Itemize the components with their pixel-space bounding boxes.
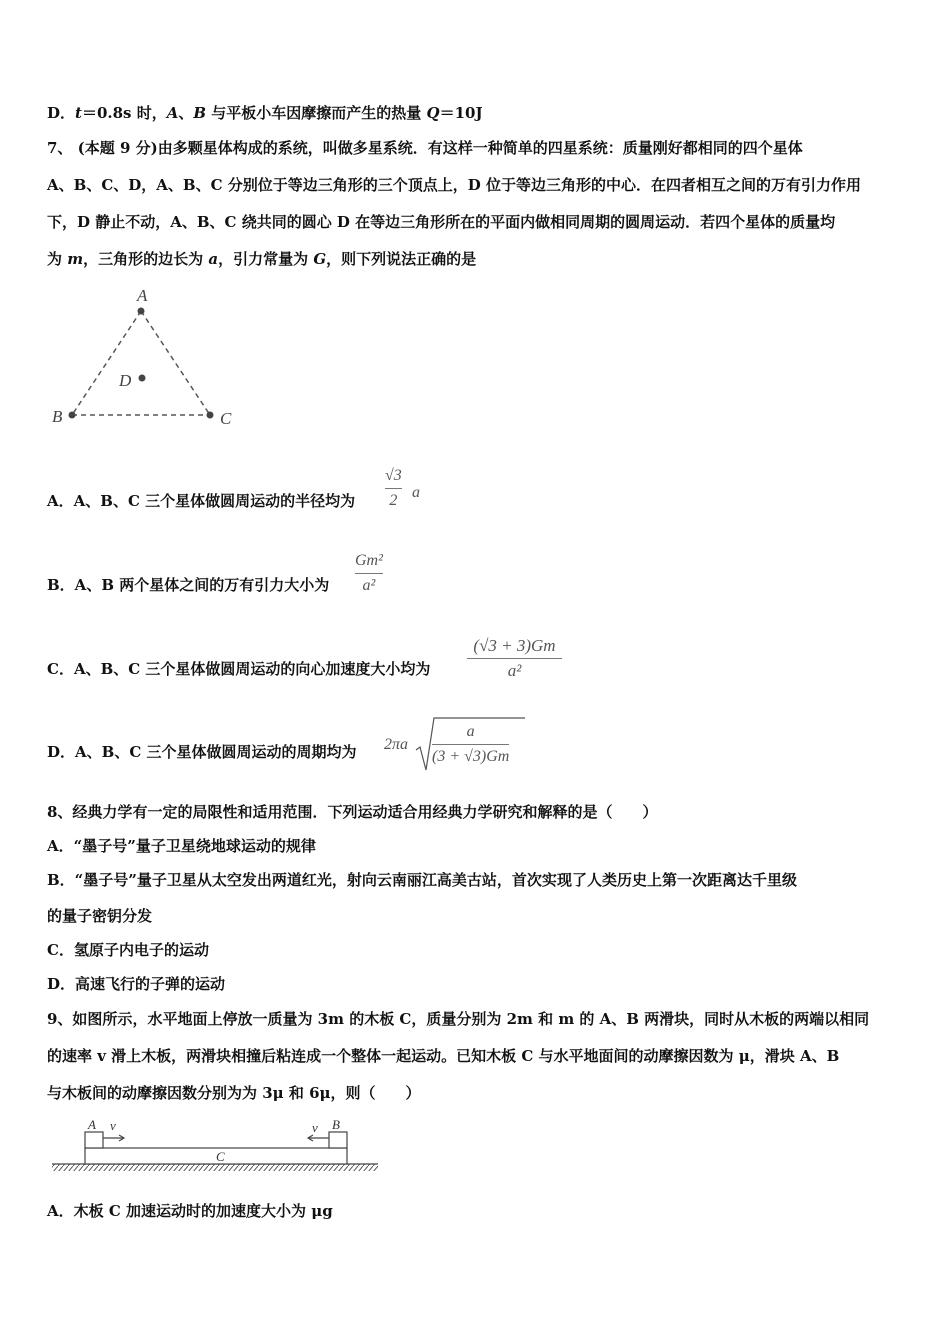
edge-ab [72, 311, 141, 415]
numerator: a [466, 723, 475, 740]
q8-option-c: C．氢原子内电子的运动 [47, 941, 209, 959]
numerator: √3 [385, 467, 402, 484]
q8-option-b-line-2: 的量子密钥分发 [47, 907, 153, 925]
q7-option-c-fraction [467, 636, 562, 681]
fraction-bar [355, 573, 383, 574]
text: ，则下列说法正确的是 [326, 250, 477, 268]
text: 与平板小车因摩擦而产生的热量 [206, 104, 427, 122]
q7-option-b: B．A、B 两个星体之间的万有引力大小为 [47, 576, 330, 594]
q7-stem-line-2: A、B、C、D，A、B、C 分别位于等边三角形的三个顶点上，D 位于等边三角形的中心．在四者相互之间的万有引力作用 [47, 176, 861, 194]
var-A: A [166, 104, 179, 122]
var-G: G [313, 250, 327, 268]
numerator: Gm² [355, 552, 383, 569]
block-a [85, 1132, 103, 1148]
text: ，引力常量为 [218, 250, 314, 268]
q6-option-d [47, 104, 483, 122]
q7-option-a-tail: a [412, 484, 420, 501]
var-a: a [208, 250, 219, 268]
q7-stem-line-4 [47, 250, 476, 268]
fraction-bar [467, 658, 562, 659]
fraction-bar [385, 488, 402, 489]
q9-option-a: A．木板 C 加速运动时的加速度大小为 μg [47, 1202, 333, 1220]
label-a: A [137, 286, 148, 305]
q7-option-b-fraction [355, 551, 383, 596]
denominator: (3 + √3)Gm [432, 748, 510, 765]
text: ，三角形的边长为 [83, 250, 209, 268]
block-b [329, 1132, 347, 1148]
q8-option-b-line-1: B．“墨子号”量子卫星从太空发出两道红光，射向云南丽江高美古站，首次实现了人类历史上第一次距离达千里级 [47, 871, 797, 889]
triangle-figure [40, 282, 250, 432]
numerator: (√3 + 3)Gm [473, 636, 556, 655]
label-c: C [220, 409, 232, 428]
board-figure [48, 1112, 388, 1180]
point-c [207, 412, 214, 419]
denominator: a² [507, 661, 522, 680]
q7-option-d-prefix: 2πa [384, 736, 409, 753]
ground-hatch [52, 1164, 378, 1171]
var-B: B [193, 104, 207, 122]
q7-option-d-fraction [432, 722, 509, 767]
q7-option-a-fraction [385, 466, 402, 511]
label-a: A [88, 1117, 96, 1132]
edge-ac [141, 311, 210, 415]
text: ＝10J [439, 104, 483, 122]
q9-stem-line-2: 的速率 v 滑上木板，两滑块相撞后粘连成一个整体一起运动。已知木板 C 与水平地面间的动摩擦因数为 μ，滑块 A、B [47, 1047, 840, 1065]
label-b: B [52, 407, 63, 426]
q9-stem-line-3: 与木板间的动摩擦因数分别为为 3μ 和 6μ，则（ ） [47, 1084, 421, 1102]
label-b: B [332, 1117, 340, 1132]
point-b [69, 412, 76, 419]
var-m: m [67, 250, 84, 268]
q7-option-d: D．A、B、C 三个星体做圆周运动的周期均为 [47, 743, 357, 761]
q8-option-a: A．“墨子号”量子卫星绕地球运动的规律 [47, 837, 316, 855]
label-v-left: v [110, 1118, 116, 1133]
label-d: D [119, 371, 132, 390]
point-a [138, 308, 145, 315]
denominator: 2 [389, 492, 398, 509]
label-c: C [216, 1149, 225, 1164]
var-Q: Q [426, 104, 440, 122]
fraction-bar [432, 744, 509, 745]
q7-option-a: A．A、B、C 三个星体做圆周运动的半径均为 [47, 492, 356, 510]
text: 为 [47, 250, 68, 268]
var-t: t [75, 104, 82, 122]
q8-option-d: D．高速飞行的子弹的运动 [47, 975, 226, 993]
text: 、 [178, 104, 194, 122]
q9-stem-line-1: 9、如图所示，水平地面上停放一质量为 3m 的木板 C，质量分别为 2m 和 m 的 A、B 两滑块，同时从木板的两端以相同 [47, 1010, 870, 1028]
q7-option-c: C．A、B、C 三个星体做圆周运动的向心加速度大小均为 [47, 660, 431, 678]
point-d [139, 375, 146, 382]
text: ＝0.8s 时， [81, 104, 167, 122]
denominator: a² [362, 577, 376, 594]
label-v-right: v [312, 1120, 318, 1135]
q8-stem: 8、经典力学有一定的局限性和适用范围．下列运动适合用经典力学研究和解释的是（ ） [47, 803, 658, 821]
q7-stem-line-1: 7、 (本题 9 分)由多颗星体构成的系统，叫做多星系统．有这样一种简单的四星系统：质量刚好都相同的四个星体 [47, 139, 803, 157]
q7-stem-line-3: 下，D 静止不动，A、B、C 绕共同的圆心 D 在等边三角形所在的平面内做相同周期的圆周运动．若四个星体的质量均 [47, 213, 836, 231]
option-letter: D． [47, 104, 76, 122]
